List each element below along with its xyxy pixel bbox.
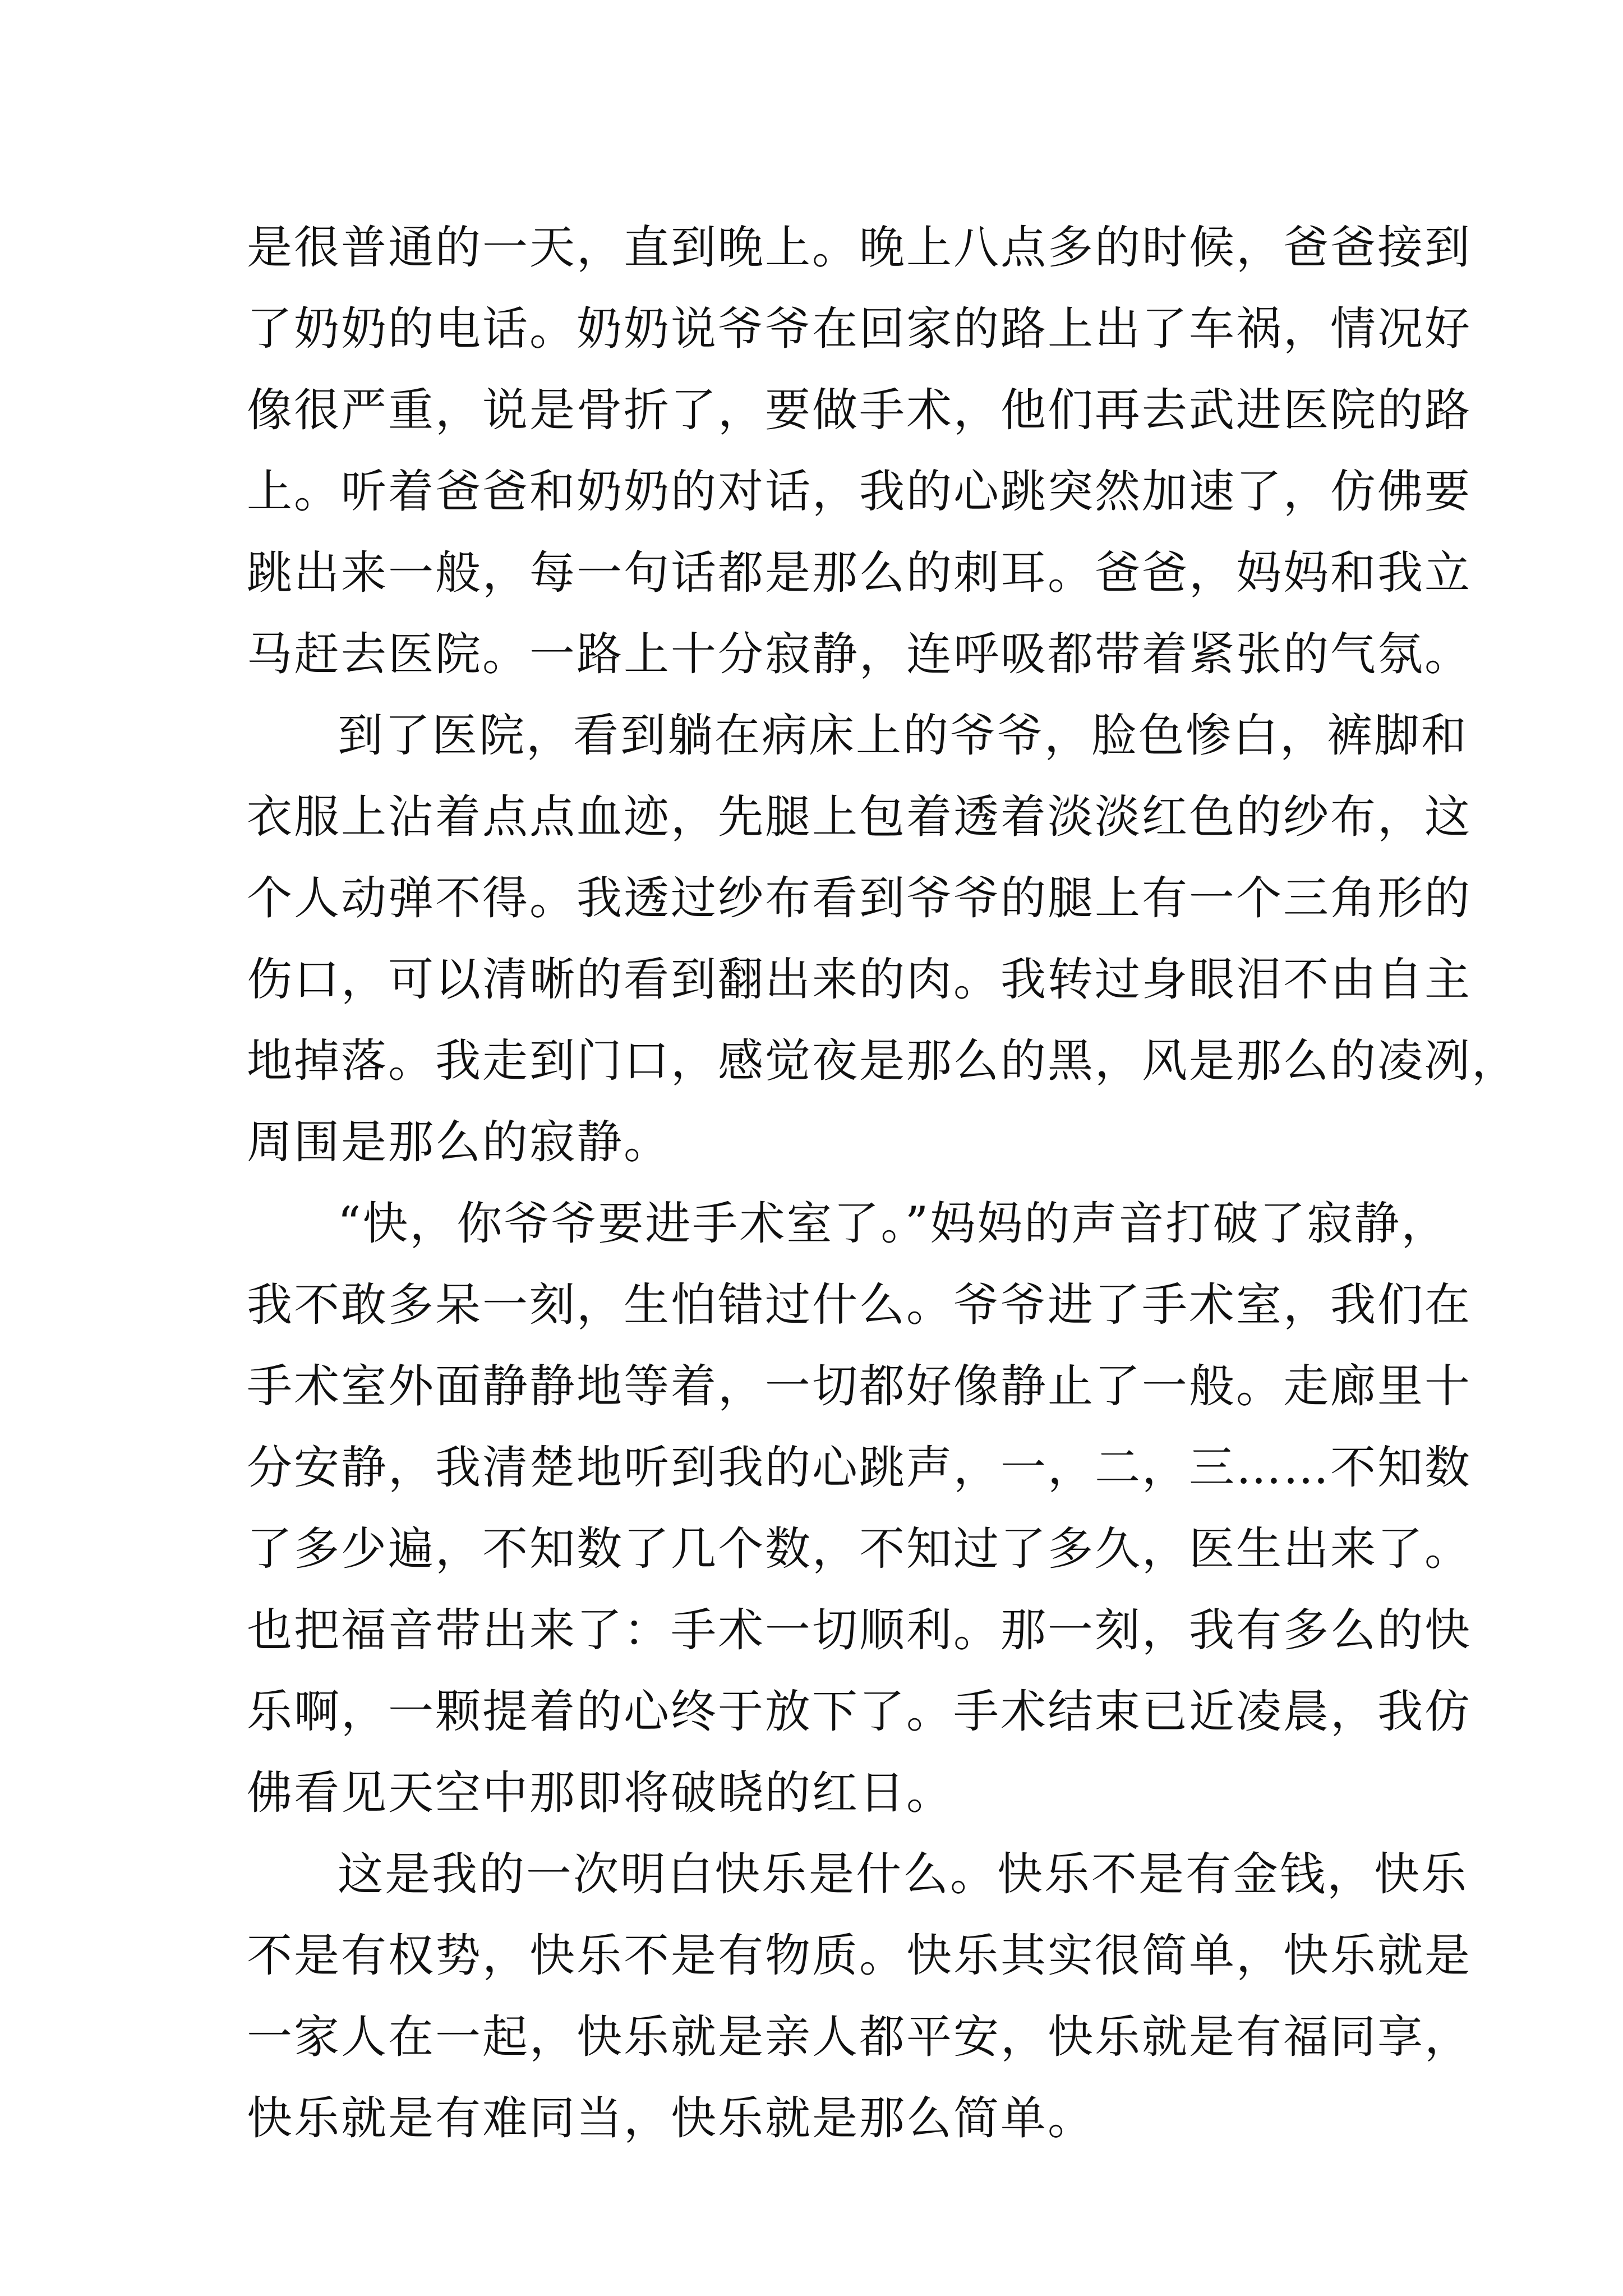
- text-line: 了多少遍，不知数了几个数，不知过了多久，医生出来了。: [247, 1523, 1472, 1576]
- text-line: 也把福音带出来了：手术一切顺利。那一刻，我有多么的快: [247, 1604, 1472, 1657]
- paragraph-2: [247, 696, 1519, 1184]
- text-line: 分安静，我清楚地听到我的心跳声，一，二，三……不知数: [247, 1442, 1472, 1494]
- text-line: 上。听着爸爸和奶奶的对话，我的心跳突然加速了，仿佛要: [247, 466, 1472, 518]
- text-line: 周围是那么的寂静。: [247, 1116, 671, 1169]
- text-line: 乐啊，一颗提着的心终于放下了。手术结束已近凌晨，我仿: [247, 1686, 1472, 1738]
- text-line: 像很严重，说是骨折了，要做手术，他们再去武进医院的路: [247, 384, 1472, 437]
- text-line: 了奶奶的电话。奶奶说爷爷在回家的路上出了车祸，情况好: [247, 303, 1472, 356]
- document-body: [247, 208, 1519, 2160]
- paragraph-3: [247, 1184, 1472, 1834]
- text-line: 衣服上沾着点点血迹，先腿上包着透着淡淡红色的纱布，这: [247, 791, 1472, 844]
- text-line-first: 这是我的一次明白快乐是什么。快乐不是有金钱，快乐: [338, 1848, 1469, 1901]
- text-line-first: “快，你爷爷要进手术室了。”妈妈的声音打破了寂静，: [338, 1198, 1449, 1250]
- text-line: 伤口，可以清晰的看到翻出来的肉。我转过身眼泪不由自主: [247, 954, 1472, 1006]
- text-line: 马赶去医院。一路上十分寂静，连呼吸都带着紧张的气氛。: [247, 628, 1472, 681]
- text-line-first: 到了医院，看到躺在病床上的爷爷，脸色惨白，裤脚和: [338, 710, 1469, 762]
- text-line: 个人动弹不得。我透过纱布看到爷爷的腿上有一个三角形的: [247, 872, 1472, 925]
- text-line: 是很普通的一天，直到晚上。晚上八点多的时候，爸爸接到: [247, 222, 1472, 274]
- paragraph-1: [247, 208, 1472, 696]
- text-line: 不是有权势，快乐不是有物质。快乐其实很简单，快乐就是: [247, 1930, 1472, 1982]
- text-line: 快乐就是有难同当，快乐就是那么简单。: [247, 2092, 1095, 2145]
- text-line: 一家人在一起，快乐就是亲人都平安，快乐就是有福同享，: [247, 2011, 1472, 2064]
- paragraph-4: [247, 1834, 1472, 2160]
- text-line: 佛看见天空中那即将破晓的红日。: [247, 1767, 954, 1820]
- text-line: 手术室外面静静地等着，一切都好像静止了一般。走廊里十: [247, 1360, 1472, 1413]
- text-line: 跳出来一般，每一句话都是那么的刺耳。爸爸，妈妈和我立: [247, 547, 1472, 600]
- text-line: 我不敢多呆一刻，生怕错过什么。爷爷进了手术室，我们在: [247, 1279, 1472, 1332]
- text-line: 地掉落。我走到门口，感觉夜是那么的黑，风是那么的凌冽，: [247, 1035, 1519, 1088]
